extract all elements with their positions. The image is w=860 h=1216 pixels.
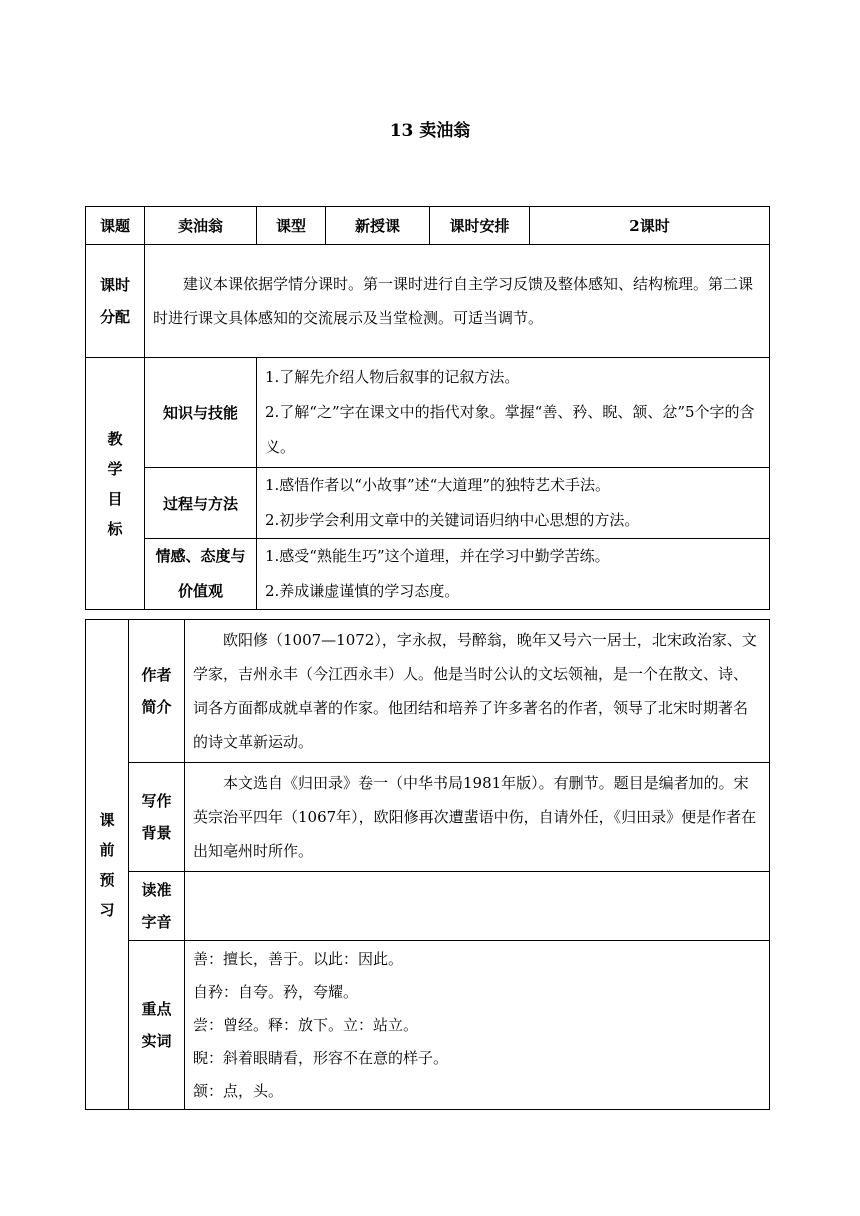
emotion-content	[257, 539, 770, 610]
vocabulary-label-line2: 实词	[141, 1032, 172, 1050]
allocation-text: 建议本课依据学情分课时。第一课时进行自主学习反馈及整体感知、结构梳理。第二课时进行课文具体感知的交流展示及当堂检测。可适当调节。	[153, 275, 754, 327]
background-text: 本文选自《归田录》卷一（中华书局1981年版）。有删节。题目是编者加的。宋英宗治平四年（1067年），欧阳修再次遭蜚语中伤，自请外任，《归田录》便是作者在出知亳州时所作。	[193, 774, 757, 860]
author-label-line2: 简介	[141, 698, 172, 716]
author-text: 欧阳修（1007—1072），字永叔，号醉翁，晚年又号六一居士，北宋政治家、文学家，吉州永丰（今江西永丰）人。他是当时公认的文坛领袖，是一个在散文、诗、词各方面都成就卓著的作家。他团结和培养了许多著名的作者，领导了北宋时期著名的诗文革新运动。	[193, 631, 757, 751]
schedule-label: 课时安排	[430, 207, 530, 245]
page-title: 13 卖油翁	[389, 121, 471, 141]
type-value: 新授课	[326, 207, 430, 245]
allocation-row	[86, 245, 770, 358]
vocabulary-content	[185, 941, 770, 1110]
vocabulary-line: 善：擅长，善于。以此：因此。	[193, 949, 404, 968]
goal-process-row	[86, 468, 770, 539]
preview-label-char: 习	[99, 900, 115, 919]
allocation-label-line2: 分配	[99, 308, 130, 326]
vocabulary-row	[86, 941, 770, 1110]
pronunciation-text	[185, 903, 769, 909]
vocabulary-line: 自矜：自夸。矜，夸耀。	[193, 982, 359, 1001]
preview-table	[85, 619, 770, 1110]
allocation-text-cell	[145, 245, 770, 358]
process-line: 1.感悟作者以“小故事”述“大道理”的独特艺术手法。	[265, 476, 610, 494]
emotion-label	[145, 539, 257, 610]
vocabulary-label	[129, 941, 185, 1110]
author-label	[129, 620, 185, 763]
vocabulary-label-line1: 重点	[141, 1000, 172, 1018]
preview-label-char: 预	[99, 870, 115, 889]
lesson-plan-table	[85, 206, 770, 610]
allocation-label	[86, 245, 145, 358]
process-content	[257, 468, 770, 539]
goals-label	[86, 358, 145, 610]
emotion-label-line1: 情感、态度与	[155, 547, 246, 565]
preview-label-char: 前	[99, 840, 115, 859]
vocabulary-line: 睨：斜着眼睛看，形容不在意的样子。	[193, 1048, 449, 1067]
knowledge-content	[257, 358, 770, 468]
background-content	[185, 763, 770, 872]
pronunciation-label	[129, 872, 185, 941]
topic-label: 课题	[86, 207, 145, 245]
background-row	[86, 763, 770, 872]
schedule-value: 2课时	[530, 207, 770, 245]
goal-knowledge-row	[86, 358, 770, 468]
type-label: 课型	[257, 207, 326, 245]
pronunciation-label-line1: 读准	[141, 881, 172, 899]
process-line: 2.初步学会利用文章中的关键词语归纳中心思想的方法。	[265, 511, 640, 529]
pronunciation-row	[86, 872, 770, 941]
knowledge-line: 1.了解先介绍人物后叙事的记叙方法。	[265, 368, 520, 386]
goals-label-char: 学	[107, 459, 123, 478]
author-label-line1: 作者	[141, 666, 172, 684]
emotion-line: 1.感受“熟能生巧”这个道理，并在学习中勤学苦练。	[265, 547, 610, 565]
knowledge-line: 2.了解“之”字在课文中的指代对象。掌握“善、矜、睨、颔、忿”5个字的含义。	[265, 403, 755, 456]
vocabulary-line: 颔：点，头。	[193, 1081, 284, 1100]
topic-value: 卖油翁	[145, 207, 257, 245]
pronunciation-content	[185, 872, 770, 941]
emotion-line: 2.养成谦虚谨慎的学习态度。	[265, 582, 460, 600]
knowledge-label: 知识与技能	[145, 358, 257, 468]
goals-label-char: 教	[107, 429, 123, 448]
background-label-line2: 背景	[141, 824, 172, 842]
goals-label-char: 目	[107, 489, 123, 508]
background-label-line1: 写作	[141, 792, 172, 810]
author-row	[86, 620, 770, 763]
pronunciation-label-line2: 字音	[141, 913, 172, 931]
preview-label	[86, 620, 129, 1110]
vocabulary-line: 尝：曾经。释：放下。立：站立。	[193, 1015, 419, 1034]
background-label	[129, 763, 185, 872]
emotion-label-line2: 价值观	[177, 582, 223, 600]
goal-emotion-row	[86, 539, 770, 610]
allocation-label-line1: 课时	[99, 276, 130, 294]
preview-label-char: 课	[99, 810, 115, 829]
process-label: 过程与方法	[145, 468, 257, 539]
goals-label-char: 标	[107, 519, 123, 538]
header-row	[86, 207, 770, 245]
author-content	[185, 620, 770, 763]
